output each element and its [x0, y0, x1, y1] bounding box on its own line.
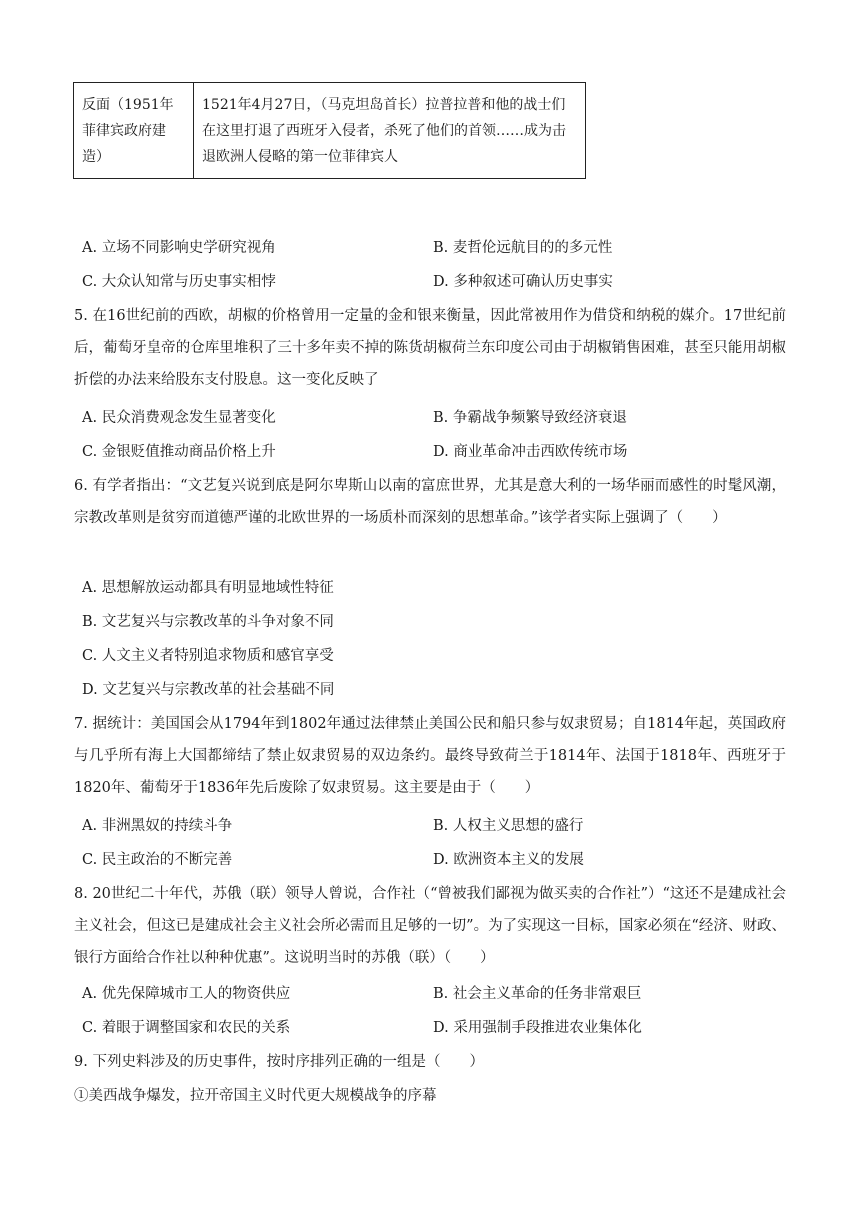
q5-option-a[interactable]: A. 民众消费观念发生显著变化	[82, 410, 276, 426]
q7-option-b[interactable]: B. 人权主义思想的盛行	[433, 818, 584, 834]
question-8-stem: 8. 20世纪二十年代，苏俄（联）领导人曾说，合作社（“曾被我们鄙视为做买卖的合作社”）“这还不是建成社会主义社会，但这已是建成社会主义社会所必需而且足够的一切”。为了实现这一目标，国家必须在“经济、财政、银行方面给合作社以种种优惠”。这说明当时的苏俄（联）（ ）	[74, 886, 786, 966]
source-table	[73, 82, 586, 179]
q8-option-d[interactable]: D. 采用强制手段推进农业集体化	[433, 1020, 642, 1036]
q4-option-d[interactable]: D. 多种叙述可确认历史事实	[433, 274, 613, 290]
q6-option-a[interactable]: A. 思想解放运动都具有明显地域性特征	[82, 580, 334, 596]
question-9-item-1: ①美西战争爆发，拉开帝国主义时代更大规模战争的序幕	[74, 1088, 437, 1104]
q6-option-c[interactable]: C. 人文主义者特别追求物质和感官享受	[82, 648, 334, 664]
table-cell-content: 1521年4月27日，（马克坦岛首长）拉普拉普和他的战士们在这里打退了西班牙入侵者，杀死了他们的首领……成为击退欧洲人侵略的第一位菲律宾人	[194, 83, 586, 179]
q7-option-a[interactable]: A. 非洲黑奴的持续斗争	[82, 818, 233, 834]
q6-option-b[interactable]: B. 文艺复兴与宗教改革的斗争对象不同	[82, 614, 334, 630]
q5-option-d[interactable]: D. 商业革命冲击西欧传统市场	[433, 444, 628, 460]
question-6-stem: 6. 有学者指出：“文艺复兴说到底是阿尔卑斯山以南的富庶世界，尤其是意大利的一场华丽而感性的时髦风潮，宗教改革则是贫穷而道德严谨的北欧世界的一场质朴而深刻的思想革命。”该学者实际上强调了（ ）	[74, 478, 786, 526]
q4-option-b[interactable]: B. 麦哲伦远航目的的多元性	[433, 240, 613, 256]
q4-option-c[interactable]: C. 大众认知常与历史事实相悖	[82, 274, 276, 290]
question-7-stem: 7. 据统计：美国国会从1794年到1802年通过法律禁止美国公民和船只参与奴隶贸易；自1814年起，英国政府与几乎所有海上大国都缔结了禁止奴隶贸易的双边条约。最终导致荷兰于1814年、法国于1818年、西班牙于1820年、葡萄牙于1836年先后废除了奴隶贸易。这主要是由于（ ）	[74, 716, 786, 796]
q4-option-a[interactable]: A. 立场不同影响史学研究视角	[82, 240, 276, 256]
q7-option-d[interactable]: D. 欧洲资本主义的发展	[433, 852, 584, 868]
table-row	[74, 83, 586, 179]
question-5-stem: 5. 在16世纪前的西欧，胡椒的价格曾用一定量的金和银来衡量，因此常被用作为借贷和纳税的媒介。17世纪前后，葡萄牙皇帝的仓库里堆积了三十多年卖不掉的陈货胡椒荷兰东印度公司由于胡椒销售困难，甚至只能用胡椒折偿的办法来给股东支付股息。这一变化反映了	[74, 308, 786, 388]
q5-option-c[interactable]: C. 金银贬值推动商品价格上升	[82, 444, 276, 460]
q6-option-d[interactable]: D. 文艺复兴与宗教改革的社会基础不同	[82, 682, 335, 698]
table-cell-label: 反面（1951年菲律宾政府建造）	[74, 83, 194, 179]
q8-option-c[interactable]: C. 着眼于调整国家和农民的关系	[82, 1020, 291, 1036]
q8-option-a[interactable]: A. 优先保障城市工人的物资供应	[82, 986, 291, 1002]
q5-option-b[interactable]: B. 争霸战争频繁导致经济衰退	[433, 410, 627, 426]
q7-option-c[interactable]: C. 民主政治的不断完善	[82, 852, 233, 868]
question-9-stem: 9. 下列史料涉及的历史事件，按时序排列正确的一组是（ ）	[74, 1054, 484, 1070]
q8-option-b[interactable]: B. 社会主义革命的任务非常艰巨	[433, 986, 642, 1002]
